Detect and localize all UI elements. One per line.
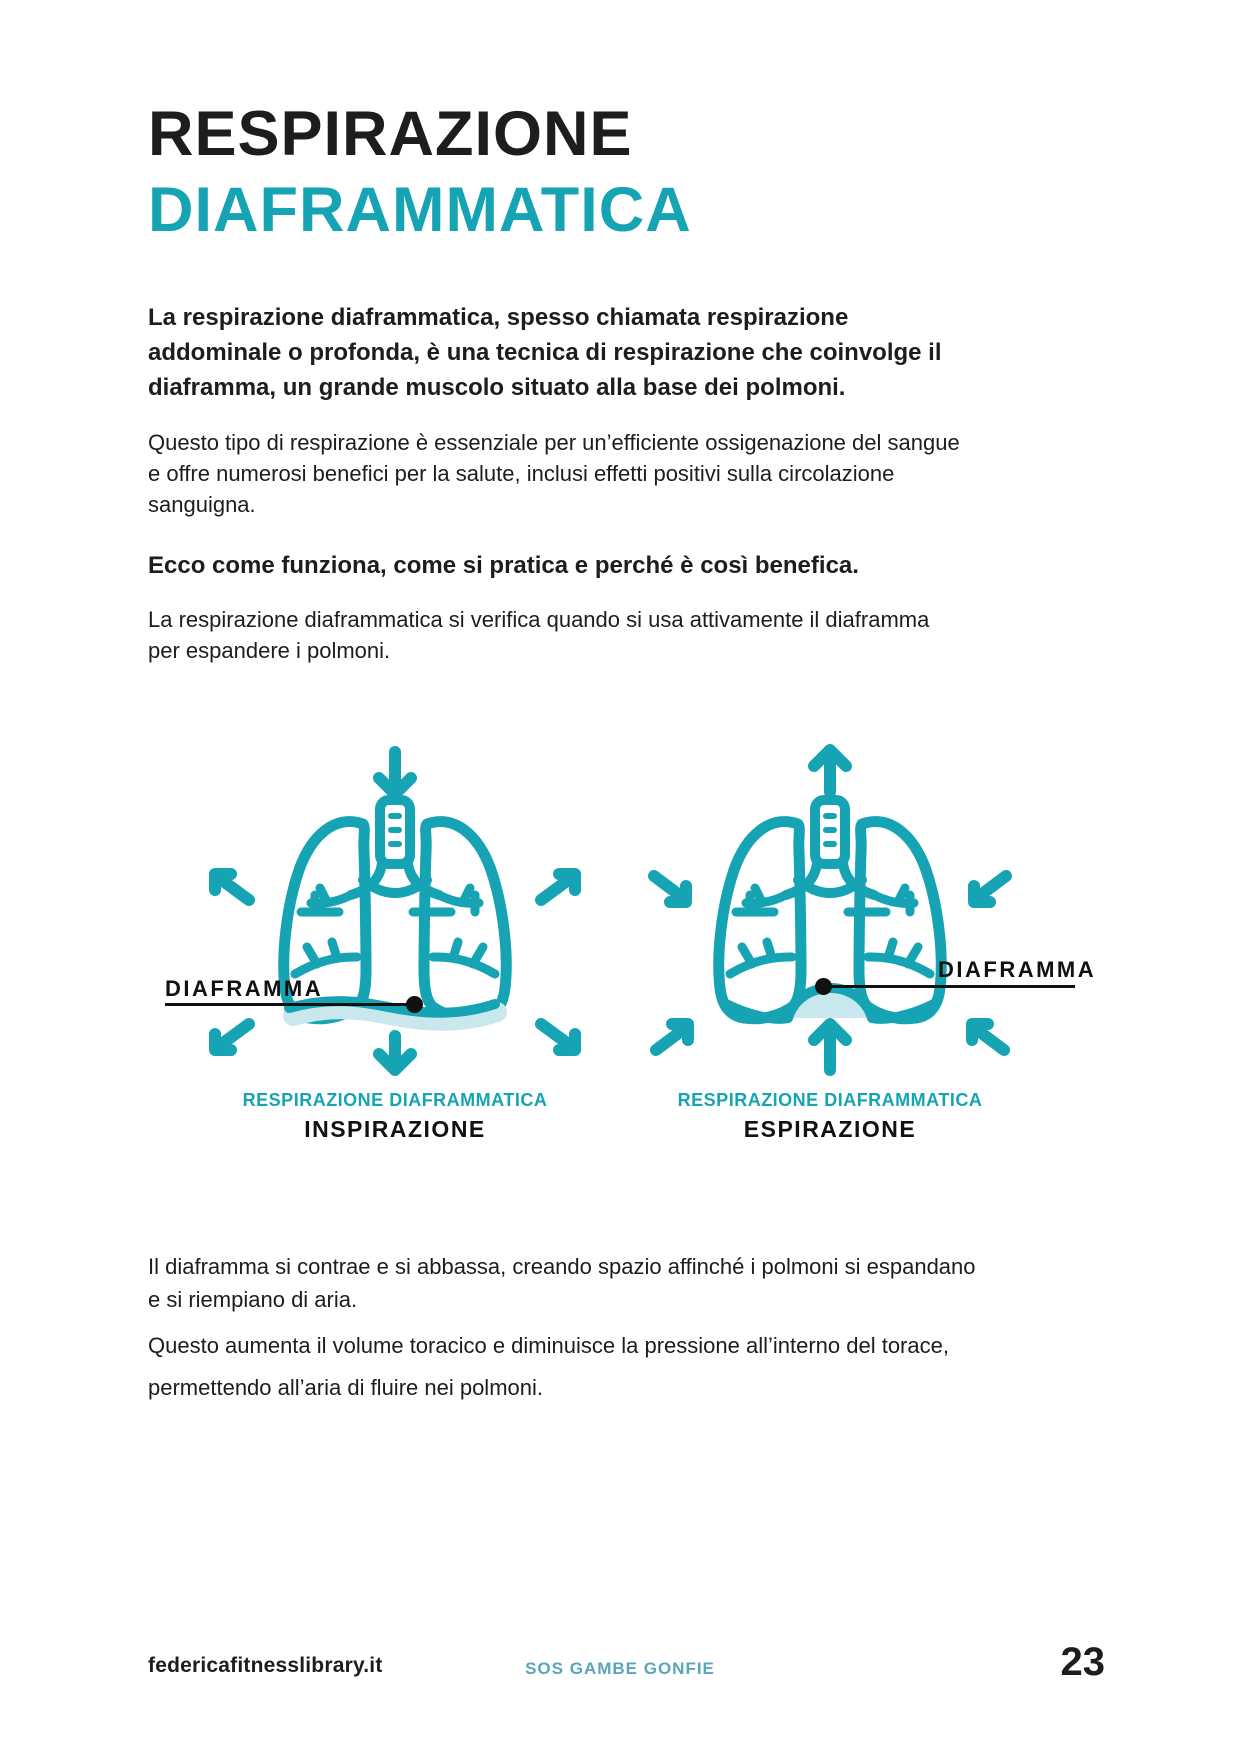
contrae-paragraph: Il diaframma si contrae e si abbassa, creando spazio affinché i polmoni si espandano e si riempiano di aria. <box>148 1254 976 1312</box>
page-title-line2: DIAFRAMMATICA <box>148 175 692 245</box>
exhalation-caption <box>630 1088 1030 1144</box>
diaphragm-label-left: DIAFRAMMA <box>165 976 324 1001</box>
exhalation-caption-bottom: ESPIRAZIONE <box>743 1116 917 1142</box>
intro-paragraph: La respirazione diaframmatica, spesso chiamata respirazione addominale o profonda, è una tecnica di respirazione che coinvolge il diaframma, un grande muscolo situato alla base dei polmoni. <box>148 304 942 401</box>
page-content <box>148 96 978 666</box>
diaphragm-pointer-line-left <box>165 1003 415 1006</box>
oxygenation-paragraph: Questo tipo di respirazione è essenziale per un’efficiente ossigenazione del sangue e offre numerosi benefici per la salute, inclusi effetti positivi sulla circolazione sanguigna. <box>148 430 960 517</box>
footer-page-number: 23 <box>1060 1640 1105 1684</box>
lungs-inhale-icon <box>195 740 595 1080</box>
verifica-paragraph: La respirazione diaframmatica si verifica quando si usa attivamente il diaframma per espandere i polmoni. <box>148 607 930 663</box>
diaphragm-pointer-line-right <box>823 985 1075 988</box>
diaphragm-label-right: DIAFRAMMA <box>938 957 1097 982</box>
diaphragm-pointer-dot-right <box>815 978 832 995</box>
section-subheading: Ecco come funziona, come si pratica e perché è così benefica. <box>148 552 859 579</box>
diaphragm-up-arrow-icon <box>814 1024 846 1070</box>
inhalation-caption-top: RESPIRAZIONE DIAFRAMMATICA <box>242 1090 548 1110</box>
lungs-exhale-icon <box>630 740 1030 1080</box>
inhalation-figure <box>195 740 595 1080</box>
footer-series-title: SOS GAMBE GONFIE <box>525 1659 715 1678</box>
inhalation-caption-bottom: INSPIRAZIONE <box>304 1116 486 1142</box>
page-title-line1: RESPIRAZIONE <box>148 99 633 169</box>
volume-paragraph: Questo aumenta il volume toracico e diminuisce la pressione all’interno del torace, permettendo all’aria di fluire nei polmoni. <box>148 1333 949 1400</box>
diaphragm-down-arrow-icon <box>379 1036 411 1070</box>
inhalation-caption <box>195 1088 595 1144</box>
exhalation-figure <box>630 740 1030 1080</box>
page-title <box>148 96 978 248</box>
diaphragm-pointer-dot-left <box>406 996 423 1013</box>
air-out-arrow-icon <box>814 750 846 792</box>
footer-site-url: federicafitnesslibrary.it <box>148 1654 383 1677</box>
exhalation-caption-top: RESPIRAZIONE DIAFRAMMATICA <box>677 1090 983 1110</box>
air-in-arrow-icon <box>379 752 411 794</box>
